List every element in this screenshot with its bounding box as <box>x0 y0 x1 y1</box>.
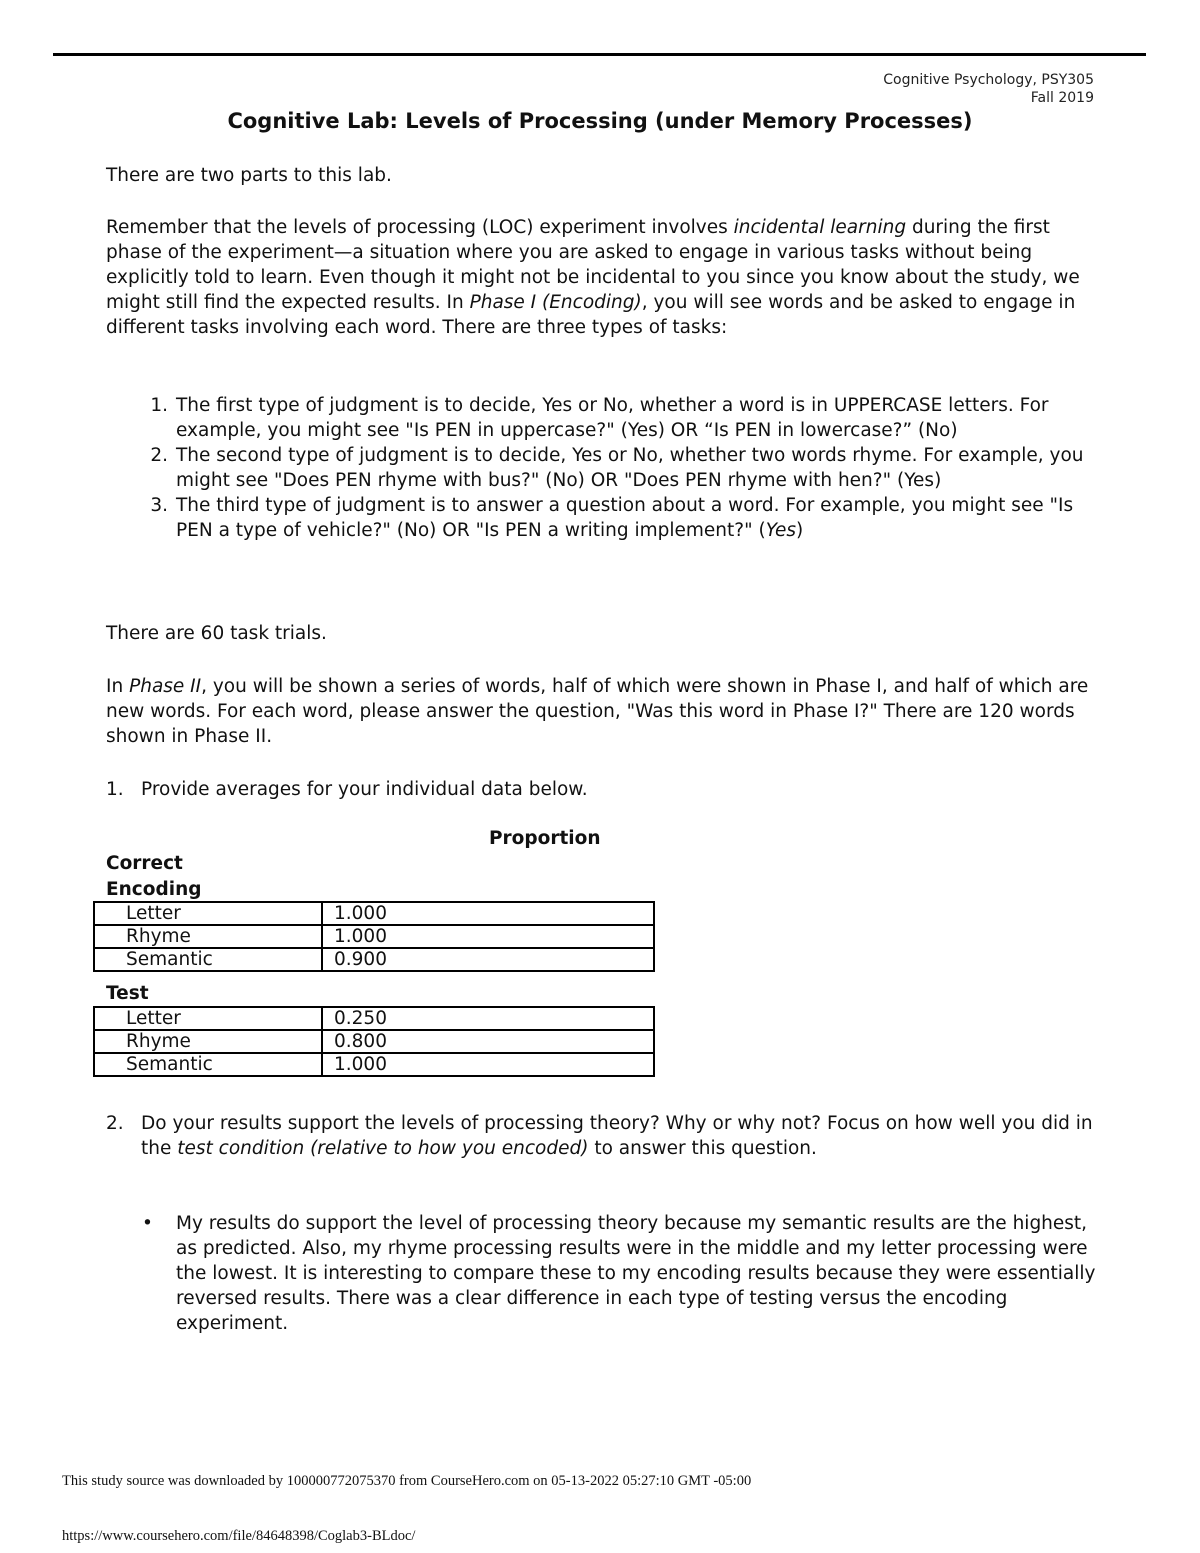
question-text-2: to answer this question. <box>588 1138 817 1159</box>
answer-text: My results do support the level of processing theory because my semantic results are the highest, as predicted. Also, my rhyme processing results were in the middle and my letter processing were the lowest. It is interesting to compare these to my encoding results because they were essentially reversed results. There was a clear difference in each type of testing versus the encoding experiment. <box>176 1213 1096 1334</box>
table-row <box>94 948 654 971</box>
task-item <box>106 393 1106 443</box>
table-row <box>94 1030 654 1053</box>
intro-paragraph <box>106 215 1106 340</box>
term: Fall 2019 <box>1030 90 1094 106</box>
value-cell: 0.800 <box>322 1030 654 1053</box>
intro-two-parts: There are two parts to this lab. <box>106 165 392 186</box>
proportion-header: Proportion <box>489 828 601 849</box>
question-text: Provide averages for your individual data below. <box>141 779 588 800</box>
intro-text-2: during the first phase of the experiment—a situation where you are asked to engage in various tasks without being explicitly told to learn. Even though it might not be incidental to you since you know about the study, we might still find the expected results. In <box>106 217 1080 313</box>
test-table <box>93 1006 655 1077</box>
task-emphasis: Yes <box>765 520 796 541</box>
task-item <box>106 443 1106 493</box>
task-text: The first type of judgment is to decide, Yes or No, whether a word is in UPPERCASE letters. For example, you might see "Is PEN in uppercase?" (Yes) OR “Is PEN in lowercase?” (No) <box>176 395 1049 441</box>
bullet-icon: • <box>142 1213 153 1234</box>
condition-cell: Semantic <box>94 948 322 971</box>
condition-cell: Rhyme <box>94 925 322 948</box>
download-notice: This study source was downloaded by 100000772075370 from CourseHero.com on 05-13-2022 05:27:10 GMT -05:00 <box>62 1473 752 1489</box>
task-text: The second type of judgment is to decide, Yes or No, whether two words rhyme. For example, you might see "Does PEN rhyme with bus?" (No) OR "Does PEN rhyme with hen?" (Yes) <box>176 445 1084 491</box>
question-number: 2. <box>106 1113 124 1134</box>
phase2-text-1: In <box>106 676 130 697</box>
condition-cell: Letter <box>94 1007 322 1030</box>
condition-cell: Letter <box>94 902 322 925</box>
task-text-end: ) <box>795 520 804 541</box>
task-number: 3. <box>150 495 168 516</box>
table-row <box>94 1053 654 1076</box>
value-cell: 1.000 <box>322 1053 654 1076</box>
trials-count: There are 60 task trials. <box>106 623 327 644</box>
intro-text-3: , you will see words and be asked to engage in different tasks involving each word. There are three types of tasks: <box>106 292 1076 338</box>
task-list <box>106 393 1106 543</box>
value-cell: 0.250 <box>322 1007 654 1030</box>
correct-header: Correct <box>106 853 183 874</box>
condition-cell: Semantic <box>94 1053 322 1076</box>
top-rule <box>53 53 1146 56</box>
task-number: 1. <box>150 395 168 416</box>
task-text: The third type of judgment is to answer a question about a word. For example, you might see "Is PEN a type of vehicle?" (No) OR "Is PEN a writing implement?" ( <box>176 495 1074 541</box>
question-number: 1. <box>106 779 124 800</box>
task-item <box>106 493 1106 543</box>
intro-emphasis-2: Phase I (Encoding) <box>469 292 642 313</box>
intro-text-1: Remember that the levels of processing (LOC) experiment involves <box>106 217 734 238</box>
task-number: 2. <box>150 445 168 466</box>
table-row <box>94 925 654 948</box>
value-cell: 0.900 <box>322 948 654 971</box>
phase2-emphasis: Phase II <box>129 676 202 697</box>
course-name: Cognitive Psychology, PSY305 <box>883 72 1094 88</box>
question-emphasis: test condition (relative to how you encoded) <box>177 1138 589 1159</box>
question-text-1: Do your results support the levels of processing theory? Why or why not? Focus on how well you did in the <box>141 1113 1093 1159</box>
source-url[interactable]: https://www.coursehero.com/file/84648398/Coglab3-BLdoc/ <box>62 1528 416 1544</box>
page-title: Cognitive Lab: Levels of Processing (under Memory Processes) <box>227 109 973 133</box>
answer-item <box>106 1211 1106 1336</box>
phase2-paragraph <box>106 674 1106 749</box>
encoding-table <box>93 901 655 972</box>
table-row <box>94 1007 654 1030</box>
phase2-text-2: , you will be shown a series of words, half of which were shown in Phase I, and half of which are new words. For each word, please answer the question, "Was this word in Phase I?" There are 120 words shown in Phase II. <box>106 676 1089 747</box>
value-cell: 1.000 <box>322 902 654 925</box>
test-label: Test <box>106 983 149 1004</box>
question-2 <box>106 1111 1106 1186</box>
condition-cell: Rhyme <box>94 1030 322 1053</box>
table-row <box>94 902 654 925</box>
question-text <box>141 1111 1101 1161</box>
encoding-label: Encoding <box>106 879 202 900</box>
value-cell: 1.000 <box>322 925 654 948</box>
intro-emphasis-1: incidental learning <box>733 217 907 238</box>
